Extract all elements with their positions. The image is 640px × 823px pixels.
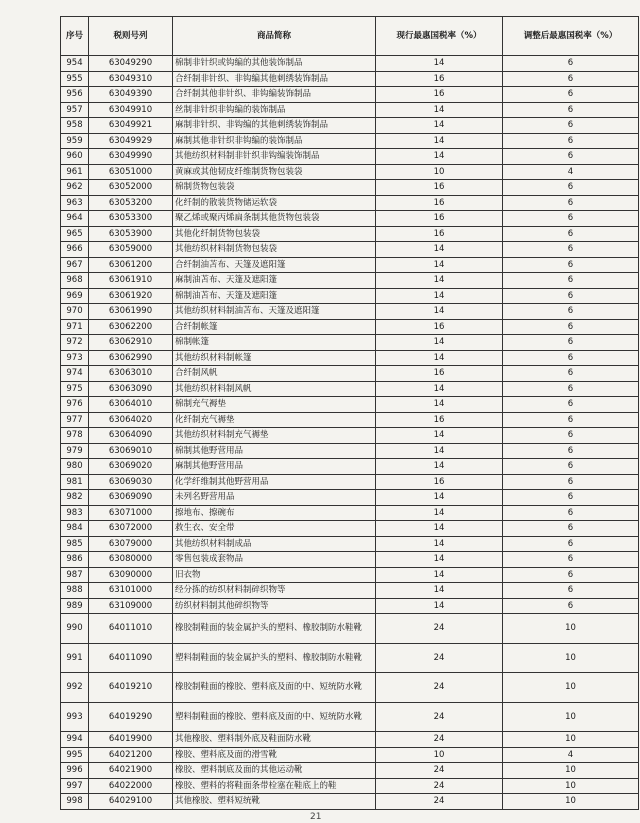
cell-code: 63049990 — [89, 149, 173, 165]
cell-seq: 962 — [61, 180, 89, 196]
cell-seq: 969 — [61, 288, 89, 304]
cell-name: 丝制非针织非钩编的装饰制品 — [173, 102, 376, 118]
cell-seq: 976 — [61, 397, 89, 413]
cell-current-rate: 24 — [376, 643, 503, 673]
cell-name: 其他纺织材料制充气褥垫 — [173, 428, 376, 444]
cell-code: 63049290 — [89, 56, 173, 72]
table-row — [61, 242, 639, 258]
table-body — [61, 56, 639, 810]
cell-adjusted-rate: 6 — [503, 87, 639, 103]
tariff-table — [60, 16, 639, 810]
cell-current-rate: 14 — [376, 242, 503, 258]
cell-code: 63062990 — [89, 350, 173, 366]
cell-adjusted-rate: 6 — [503, 350, 639, 366]
cell-adjusted-rate: 6 — [503, 366, 639, 382]
cell-adjusted-rate: 6 — [503, 242, 639, 258]
cell-code: 63059000 — [89, 242, 173, 258]
cell-code: 64019210 — [89, 673, 173, 703]
table-row — [61, 381, 639, 397]
table-row — [61, 643, 639, 673]
cell-code: 63061910 — [89, 273, 173, 289]
table-row — [61, 443, 639, 459]
header-seq: 序号 — [61, 17, 89, 56]
cell-seq: 978 — [61, 428, 89, 444]
cell-current-rate: 14 — [376, 350, 503, 366]
cell-seq: 967 — [61, 257, 89, 273]
cell-name: 聚乙烯或聚丙烯扁条制其他货物包装袋 — [173, 211, 376, 227]
cell-name: 合纤制油苫布、天篷及遮阳篷 — [173, 257, 376, 273]
cell-seq: 998 — [61, 794, 89, 810]
cell-current-rate: 14 — [376, 536, 503, 552]
cell-name: 橡胶、塑料制底及面的其他运动靴 — [173, 763, 376, 779]
cell-adjusted-rate: 10 — [503, 763, 639, 779]
cell-seq: 963 — [61, 195, 89, 211]
cell-seq: 972 — [61, 335, 89, 351]
cell-code: 64021200 — [89, 747, 173, 763]
cell-name: 塑料制鞋面的装金属护头的塑料、橡胶制防水鞋靴 — [173, 643, 376, 673]
cell-adjusted-rate: 6 — [503, 459, 639, 475]
cell-current-rate: 14 — [376, 521, 503, 537]
cell-code: 63049921 — [89, 118, 173, 134]
cell-name: 其他纺织材料制成品 — [173, 536, 376, 552]
header-code: 税则号列 — [89, 17, 173, 56]
cell-seq: 959 — [61, 133, 89, 149]
cell-code: 64021900 — [89, 763, 173, 779]
cell-code: 63049910 — [89, 102, 173, 118]
table-row — [61, 397, 639, 413]
cell-code: 63052000 — [89, 180, 173, 196]
cell-adjusted-rate: 6 — [503, 133, 639, 149]
cell-current-rate: 24 — [376, 702, 503, 732]
cell-current-rate: 24 — [376, 794, 503, 810]
cell-current-rate: 14 — [376, 149, 503, 165]
cell-current-rate: 16 — [376, 474, 503, 490]
cell-current-rate: 16 — [376, 87, 503, 103]
cell-name: 化纤制的散装货物储运软袋 — [173, 195, 376, 211]
table-row — [61, 778, 639, 794]
cell-adjusted-rate: 6 — [503, 536, 639, 552]
table-row — [61, 335, 639, 351]
cell-current-rate: 16 — [376, 412, 503, 428]
cell-seq: 955 — [61, 71, 89, 87]
cell-current-rate: 14 — [376, 583, 503, 599]
cell-seq: 964 — [61, 211, 89, 227]
cell-adjusted-rate: 10 — [503, 673, 639, 703]
cell-code: 63069020 — [89, 459, 173, 475]
table-row — [61, 366, 639, 382]
cell-name: 化学纤维制其他野营用品 — [173, 474, 376, 490]
cell-name: 合纤制非针织、非钩编其他刺绣装饰制品 — [173, 71, 376, 87]
cell-code: 63109000 — [89, 598, 173, 614]
cell-name: 棉制货物包装袋 — [173, 180, 376, 196]
cell-seq: 980 — [61, 459, 89, 475]
cell-adjusted-rate: 10 — [503, 702, 639, 732]
cell-current-rate: 14 — [376, 428, 503, 444]
cell-current-rate: 24 — [376, 763, 503, 779]
cell-adjusted-rate: 4 — [503, 164, 639, 180]
cell-seq: 981 — [61, 474, 89, 490]
cell-adjusted-rate: 6 — [503, 273, 639, 289]
cell-seq: 975 — [61, 381, 89, 397]
table-row — [61, 288, 639, 304]
cell-current-rate: 14 — [376, 133, 503, 149]
cell-name: 橡胶、塑料底及面的滑雪靴 — [173, 747, 376, 763]
cell-name: 棉制帐篷 — [173, 335, 376, 351]
table-row — [61, 56, 639, 72]
cell-current-rate: 16 — [376, 180, 503, 196]
cell-code: 63101000 — [89, 583, 173, 599]
cell-code: 63061920 — [89, 288, 173, 304]
cell-adjusted-rate: 6 — [503, 505, 639, 521]
table-row — [61, 211, 639, 227]
cell-name: 其他纺织材料制油苫布、天篷及遮阳篷 — [173, 304, 376, 320]
cell-name: 合纤制风帆 — [173, 366, 376, 382]
page-number: 21 — [310, 812, 322, 822]
table-row — [61, 732, 639, 748]
cell-adjusted-rate: 6 — [503, 149, 639, 165]
cell-code: 63053300 — [89, 211, 173, 227]
cell-code: 63063010 — [89, 366, 173, 382]
cell-seq: 992 — [61, 673, 89, 703]
cell-adjusted-rate: 6 — [503, 56, 639, 72]
cell-name: 麻制非针织、非钩编的其他刺绣装饰制品 — [173, 118, 376, 134]
table-row — [61, 87, 639, 103]
table-row — [61, 474, 639, 490]
table-row — [61, 536, 639, 552]
cell-name: 合纤制帐篷 — [173, 319, 376, 335]
cell-adjusted-rate: 6 — [503, 490, 639, 506]
cell-name: 其他橡胶、塑料短统靴 — [173, 794, 376, 810]
cell-seq: 995 — [61, 747, 89, 763]
cell-name: 经分拣的纺织材料制碎织物等 — [173, 583, 376, 599]
cell-adjusted-rate: 6 — [503, 443, 639, 459]
cell-adjusted-rate: 6 — [503, 118, 639, 134]
cell-code: 63064010 — [89, 397, 173, 413]
cell-name: 其他纺织材料制风帆 — [173, 381, 376, 397]
cell-name: 橡胶制鞋面的橡胶、塑料底及面的中、短统防水靴 — [173, 673, 376, 703]
table-row — [61, 763, 639, 779]
cell-name: 未列名野营用品 — [173, 490, 376, 506]
table-header-row — [61, 17, 639, 56]
cell-name: 其他橡胶、塑料制外底及鞋面防水靴 — [173, 732, 376, 748]
cell-seq: 966 — [61, 242, 89, 258]
table-row — [61, 428, 639, 444]
cell-name: 棉制其他野营用品 — [173, 443, 376, 459]
table-row — [61, 412, 639, 428]
cell-seq: 984 — [61, 521, 89, 537]
cell-seq: 990 — [61, 614, 89, 644]
cell-name: 橡胶、塑料的将鞋面条带栓塞在鞋底上的鞋 — [173, 778, 376, 794]
table-row — [61, 505, 639, 521]
cell-adjusted-rate: 6 — [503, 71, 639, 87]
cell-current-rate: 24 — [376, 732, 503, 748]
header-current-rate: 现行最惠国税率（%） — [376, 17, 503, 56]
cell-adjusted-rate: 6 — [503, 567, 639, 583]
cell-current-rate: 16 — [376, 195, 503, 211]
cell-current-rate: 10 — [376, 747, 503, 763]
cell-code: 63063090 — [89, 381, 173, 397]
cell-current-rate: 14 — [376, 335, 503, 351]
cell-current-rate: 14 — [376, 304, 503, 320]
cell-current-rate: 24 — [376, 614, 503, 644]
cell-code: 63061200 — [89, 257, 173, 273]
table-row — [61, 164, 639, 180]
cell-seq: 968 — [61, 273, 89, 289]
cell-name: 麻制其他野营用品 — [173, 459, 376, 475]
table-row — [61, 133, 639, 149]
cell-adjusted-rate: 10 — [503, 732, 639, 748]
table-row — [61, 673, 639, 703]
table-row — [61, 273, 639, 289]
cell-adjusted-rate: 6 — [503, 319, 639, 335]
table-row — [61, 195, 639, 211]
cell-code: 63064020 — [89, 412, 173, 428]
cell-current-rate: 14 — [376, 257, 503, 273]
cell-adjusted-rate: 6 — [503, 381, 639, 397]
cell-seq: 971 — [61, 319, 89, 335]
cell-name: 零售包装成套物品 — [173, 552, 376, 568]
cell-code: 64011090 — [89, 643, 173, 673]
cell-adjusted-rate: 6 — [503, 521, 639, 537]
cell-code: 63049310 — [89, 71, 173, 87]
cell-adjusted-rate: 6 — [503, 335, 639, 351]
cell-seq: 974 — [61, 366, 89, 382]
table-row — [61, 149, 639, 165]
cell-name: 棉制油苫布、天篷及遮阳篷 — [173, 288, 376, 304]
cell-current-rate: 16 — [376, 226, 503, 242]
cell-code: 64019900 — [89, 732, 173, 748]
cell-code: 63079000 — [89, 536, 173, 552]
cell-code: 63069030 — [89, 474, 173, 490]
table-row — [61, 118, 639, 134]
cell-current-rate: 14 — [376, 552, 503, 568]
cell-seq: 993 — [61, 702, 89, 732]
table-row — [61, 567, 639, 583]
table-row — [61, 521, 639, 537]
cell-adjusted-rate: 6 — [503, 180, 639, 196]
cell-current-rate: 14 — [376, 56, 503, 72]
cell-name: 救生衣、安全带 — [173, 521, 376, 537]
cell-name: 棉制充气褥垫 — [173, 397, 376, 413]
cell-current-rate: 14 — [376, 490, 503, 506]
cell-seq: 996 — [61, 763, 89, 779]
table-row — [61, 319, 639, 335]
cell-adjusted-rate: 6 — [503, 211, 639, 227]
header-adjusted-rate: 调整后最惠国税率（%） — [503, 17, 639, 56]
cell-name: 旧衣物 — [173, 567, 376, 583]
cell-seq: 961 — [61, 164, 89, 180]
cell-current-rate: 14 — [376, 397, 503, 413]
cell-current-rate: 16 — [376, 71, 503, 87]
cell-adjusted-rate: 6 — [503, 226, 639, 242]
table-row — [61, 71, 639, 87]
table-row — [61, 257, 639, 273]
cell-code: 63072000 — [89, 521, 173, 537]
cell-name: 塑料制鞋面的橡胶、塑料底及面的中、短统防水靴 — [173, 702, 376, 732]
cell-seq: 991 — [61, 643, 89, 673]
cell-name: 其他纺织材料制帐篷 — [173, 350, 376, 366]
cell-code: 63064090 — [89, 428, 173, 444]
cell-seq: 970 — [61, 304, 89, 320]
cell-code: 63053200 — [89, 195, 173, 211]
cell-current-rate: 14 — [376, 598, 503, 614]
cell-code: 63080000 — [89, 552, 173, 568]
cell-seq: 997 — [61, 778, 89, 794]
cell-adjusted-rate: 6 — [503, 257, 639, 273]
cell-seq: 982 — [61, 490, 89, 506]
table-row — [61, 794, 639, 810]
cell-name: 麻制油苫布、天篷及遮阳篷 — [173, 273, 376, 289]
cell-current-rate: 14 — [376, 273, 503, 289]
cell-seq: 987 — [61, 567, 89, 583]
cell-seq: 989 — [61, 598, 89, 614]
cell-adjusted-rate: 6 — [503, 397, 639, 413]
cell-name: 其他纺织材料制货物包装袋 — [173, 242, 376, 258]
cell-current-rate: 14 — [376, 288, 503, 304]
cell-name: 麻制其他非针织非钩编的装饰制品 — [173, 133, 376, 149]
header-name: 商品简称 — [173, 17, 376, 56]
cell-seq: 957 — [61, 102, 89, 118]
cell-adjusted-rate: 6 — [503, 288, 639, 304]
table-row — [61, 350, 639, 366]
cell-seq: 965 — [61, 226, 89, 242]
cell-current-rate: 16 — [376, 211, 503, 227]
cell-current-rate: 14 — [376, 118, 503, 134]
cell-seq: 986 — [61, 552, 89, 568]
cell-seq: 988 — [61, 583, 89, 599]
table-row — [61, 614, 639, 644]
cell-current-rate: 14 — [376, 381, 503, 397]
cell-seq: 985 — [61, 536, 89, 552]
cell-current-rate: 14 — [376, 443, 503, 459]
cell-name: 擦地布、擦碗布 — [173, 505, 376, 521]
cell-adjusted-rate: 6 — [503, 412, 639, 428]
table-row — [61, 304, 639, 320]
cell-adjusted-rate: 10 — [503, 794, 639, 810]
cell-code: 63062910 — [89, 335, 173, 351]
cell-adjusted-rate: 10 — [503, 614, 639, 644]
cell-code: 63069090 — [89, 490, 173, 506]
table-row — [61, 180, 639, 196]
cell-name: 化纤制充气褥垫 — [173, 412, 376, 428]
cell-code: 63053900 — [89, 226, 173, 242]
cell-adjusted-rate: 10 — [503, 778, 639, 794]
cell-adjusted-rate: 6 — [503, 195, 639, 211]
cell-current-rate: 14 — [376, 505, 503, 521]
cell-adjusted-rate: 6 — [503, 598, 639, 614]
cell-code: 63051000 — [89, 164, 173, 180]
table-row — [61, 459, 639, 475]
cell-code: 63049929 — [89, 133, 173, 149]
table-row — [61, 598, 639, 614]
cell-adjusted-rate: 10 — [503, 643, 639, 673]
cell-seq: 977 — [61, 412, 89, 428]
cell-seq: 954 — [61, 56, 89, 72]
cell-code: 63071000 — [89, 505, 173, 521]
cell-name: 棉制非针织或钩编的其他装饰制品 — [173, 56, 376, 72]
cell-name: 纺织材料制其他碎织物等 — [173, 598, 376, 614]
cell-code: 64011010 — [89, 614, 173, 644]
cell-code: 63069010 — [89, 443, 173, 459]
cell-seq: 979 — [61, 443, 89, 459]
cell-adjusted-rate: 6 — [503, 474, 639, 490]
cell-name: 其他纺织材料制非针织非钩编装饰制品 — [173, 149, 376, 165]
table-row — [61, 702, 639, 732]
cell-adjusted-rate: 6 — [503, 552, 639, 568]
table-row — [61, 226, 639, 242]
cell-adjusted-rate: 4 — [503, 747, 639, 763]
cell-seq: 960 — [61, 149, 89, 165]
cell-code: 63062200 — [89, 319, 173, 335]
cell-seq: 994 — [61, 732, 89, 748]
cell-current-rate: 24 — [376, 778, 503, 794]
cell-current-rate: 16 — [376, 319, 503, 335]
table-row — [61, 583, 639, 599]
cell-code: 64019290 — [89, 702, 173, 732]
cell-current-rate: 14 — [376, 102, 503, 118]
cell-adjusted-rate: 6 — [503, 304, 639, 320]
cell-code: 63090000 — [89, 567, 173, 583]
table-row — [61, 490, 639, 506]
cell-name: 黄麻或其他韧皮纤维制货物包装袋 — [173, 164, 376, 180]
cell-adjusted-rate: 6 — [503, 583, 639, 599]
cell-current-rate: 24 — [376, 673, 503, 703]
cell-current-rate: 16 — [376, 366, 503, 382]
cell-seq: 958 — [61, 118, 89, 134]
cell-seq: 956 — [61, 87, 89, 103]
cell-name: 其他化纤制货物包装袋 — [173, 226, 376, 242]
cell-current-rate: 10 — [376, 164, 503, 180]
cell-name: 橡胶制鞋面的装金属护头的塑料、橡胶制防水鞋靴 — [173, 614, 376, 644]
cell-adjusted-rate: 6 — [503, 102, 639, 118]
cell-seq: 983 — [61, 505, 89, 521]
table-row — [61, 552, 639, 568]
table-row — [61, 102, 639, 118]
cell-code: 63049390 — [89, 87, 173, 103]
cell-code: 64029100 — [89, 794, 173, 810]
cell-seq: 973 — [61, 350, 89, 366]
cell-current-rate: 14 — [376, 567, 503, 583]
cell-adjusted-rate: 6 — [503, 428, 639, 444]
cell-current-rate: 14 — [376, 459, 503, 475]
table-row — [61, 747, 639, 763]
cell-code: 63061990 — [89, 304, 173, 320]
cell-code: 64022000 — [89, 778, 173, 794]
cell-name: 合纤制其他非针织、非钩编装饰制品 — [173, 87, 376, 103]
